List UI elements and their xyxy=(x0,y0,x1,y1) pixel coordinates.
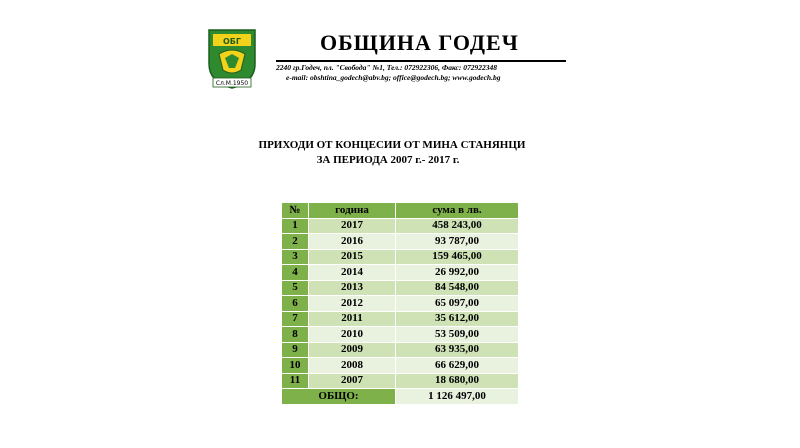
table-row xyxy=(282,280,519,296)
table-header-row xyxy=(282,203,519,219)
row-number: 2 xyxy=(282,234,309,250)
table-row xyxy=(282,218,519,234)
header-number: № xyxy=(282,203,309,219)
row-sum: 63 935,00 xyxy=(396,342,519,358)
row-year: 2011 xyxy=(309,311,396,327)
table-total-row xyxy=(282,389,519,405)
table-row xyxy=(282,342,519,358)
row-year: 2007 xyxy=(309,373,396,389)
table-row xyxy=(282,234,519,250)
email-line: e-mail: obshtina_godech@abv.bg; office@godech.bg; www.godech.bg xyxy=(286,73,501,82)
row-sum: 26 992,00 xyxy=(396,265,519,281)
address-line: 2240 гр.Годеч, пл. "Свобода" №1, Тел.: 072922306, Факс: 072922348 xyxy=(276,63,497,72)
header-sum: сума в лв. xyxy=(396,203,519,219)
row-number: 1 xyxy=(282,218,309,234)
row-year: 2013 xyxy=(309,280,396,296)
row-year: 2017 xyxy=(309,218,396,234)
row-year: 2012 xyxy=(309,296,396,312)
table-row xyxy=(282,249,519,265)
table-row xyxy=(282,265,519,281)
row-year: 2015 xyxy=(309,249,396,265)
table-row xyxy=(282,311,519,327)
total-label: ОБЩО: xyxy=(282,389,396,405)
row-sum: 93 787,00 xyxy=(396,234,519,250)
row-year: 2010 xyxy=(309,327,396,343)
row-year: 2016 xyxy=(309,234,396,250)
row-sum: 66 629,00 xyxy=(396,358,519,374)
total-value: 1 126 497,00 xyxy=(396,389,519,405)
table-row xyxy=(282,327,519,343)
document-title-line1: ПРИХОДИ ОТ КОНЦЕСИИ ОТ МИНА СТАНЯНЦИ xyxy=(258,139,526,151)
row-sum: 18 680,00 xyxy=(396,373,519,389)
table-row xyxy=(282,358,519,374)
row-number: 7 xyxy=(282,311,309,327)
row-year: 2009 xyxy=(309,342,396,358)
concession-revenue-table xyxy=(281,202,519,405)
row-number: 8 xyxy=(282,327,309,343)
row-sum: 159 465,00 xyxy=(396,249,519,265)
svg-text:ОБГ: ОБГ xyxy=(223,37,241,46)
table-row xyxy=(282,296,519,312)
row-sum: 35 612,00 xyxy=(396,311,519,327)
row-number: 4 xyxy=(282,265,309,281)
row-number: 11 xyxy=(282,373,309,389)
row-number: 9 xyxy=(282,342,309,358)
letterhead-divider xyxy=(276,60,566,62)
row-number: 5 xyxy=(282,280,309,296)
municipality-crest-logo xyxy=(205,24,259,90)
row-year: 2014 xyxy=(309,265,396,281)
header-year: година xyxy=(309,203,396,219)
row-year: 2008 xyxy=(309,358,396,374)
organization-title: ОБЩИНА ГОДЕЧ xyxy=(320,30,519,55)
crest-date-text: Сл.М.1950 xyxy=(215,80,249,87)
row-sum: 458 243,00 xyxy=(396,218,519,234)
row-sum: 53 509,00 xyxy=(396,327,519,343)
row-sum: 84 548,00 xyxy=(396,280,519,296)
document-title-line2: ЗА ПЕРИОДА 2007 г.- 2017 г. xyxy=(316,154,460,166)
table-row xyxy=(282,373,519,389)
row-number: 10 xyxy=(282,358,309,374)
row-number: 3 xyxy=(282,249,309,265)
row-number: 6 xyxy=(282,296,309,312)
row-sum: 65 097,00 xyxy=(396,296,519,312)
